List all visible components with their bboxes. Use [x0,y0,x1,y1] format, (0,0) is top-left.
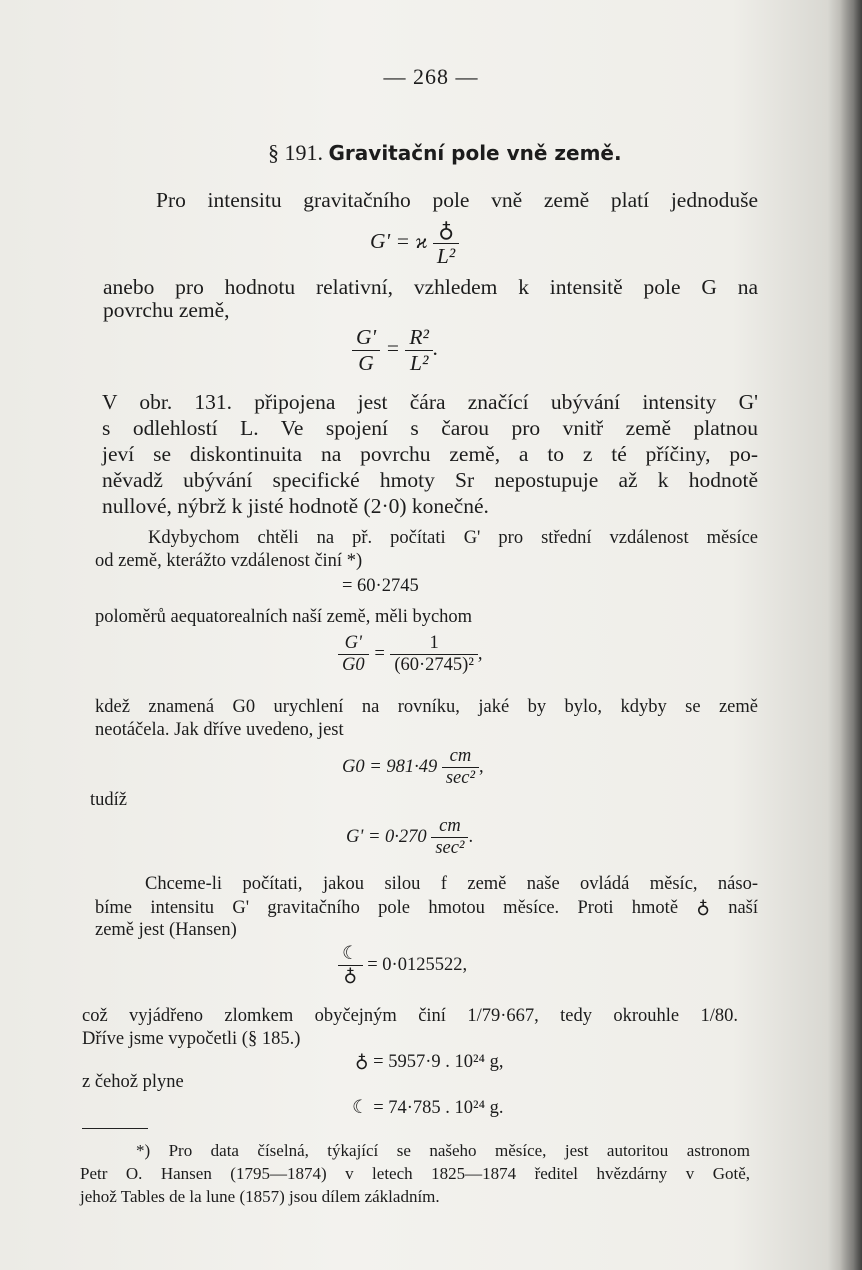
text-line: s odlehlostí L. Ve spojení s čarou pro vnitř země platnou [102,416,758,440]
text-line: povrchu země, [103,298,230,322]
fraction-numerator: G' [338,633,369,655]
fraction-numerator: G' [352,325,380,351]
text-line: poloměrů aequatorealních naší země, měli bychom [95,607,473,627]
footnote-rule [82,1128,148,1129]
formula-gravity-field [370,218,459,268]
page-number: — 268 — [383,64,479,89]
formula-lhs: G' = ϰ [370,229,428,254]
fraction [442,746,479,790]
text-line: neotáčela. Jak dříve uvedeno, jest [95,720,344,740]
equals-sign: = [385,336,401,361]
earth-symbol: ♁ [343,966,358,987]
fraction [390,633,478,677]
text-line: něvadž ubývání specifické hmoty Sr nepostupuje až k hodnotě [102,468,758,492]
formula-moon-mass: ☾ = 74·785 . 10²⁴ g. [352,1098,504,1118]
fraction [405,325,433,375]
text-line: V obr. 131. připojena jest čára značící ubývání intensity G' [102,390,758,414]
text-line: kdež znamená G0 urychlení na rovníku, jaké by bylo, kdyby se země [95,697,758,717]
formula-lhs: G' = 0·270 [346,827,427,848]
fraction-denominator: (60·2745)² [394,655,474,676]
page-edge-shadow [840,0,862,1270]
formula-distance: = 60·2745 [342,576,419,596]
text-line: země jest (Hansen) [95,920,237,940]
fraction-numerator: cm [431,816,468,838]
formula-lhs: G0 = 981·49 [342,757,438,778]
fraction [352,325,380,375]
fraction-numerator: 1 [390,633,478,655]
fraction-denominator: G [358,350,374,375]
equals-sign: = [373,644,386,665]
text-line: Pro intensitu gravitačního pole vně země platí jednoduše [156,188,758,212]
fraction-numerator: R² [405,325,433,351]
fraction [433,218,459,268]
fraction-numerator: ♁ [433,218,459,244]
fraction [338,633,369,677]
fraction-numerator: cm [442,746,479,768]
formula-rhs: = 0·0125522, [367,955,468,976]
footnote-line: *) Pro data číselná, týkající se našeho měsíce, jest autoritou astronom [136,1141,750,1160]
text-line: což vyjádřeno zlomkem obyčejným činí 1/79·667, tedy okrouhle 1/80. [82,1006,738,1026]
text-line: Chceme-li počítati, jakou silou f země naše ovládá měsíc, náso- [145,874,758,894]
punctuation: , [479,757,484,778]
formula-g0 [342,746,484,790]
formula-g-prime [346,816,473,860]
text-line: anebo pro hodnotu relativní, vzhledem k intensitě pole G na [103,275,758,299]
text-line: nullové, nýbrž k jisté hodnotě (2·0) konečné. [102,494,489,518]
text-line: Kdybychom chtěli na př. počítati G' pro střední vzdálenost měsíce [148,528,758,548]
fraction [338,944,363,988]
section-heading [268,140,622,166]
footnote-line: Petr O. Hansen (1795—1874) v letech 1825—1874 ředitel hvězdárny v Gotě, [80,1164,750,1183]
section-number: § 191. [268,140,323,165]
fraction-denominator: L² [436,243,456,268]
fraction-denominator: sec² [445,768,476,789]
fraction-denominator: sec² [435,838,465,859]
formula-relative-intensity [352,325,438,375]
fraction-denominator: G0 [342,655,365,676]
punctuation: . [432,336,439,361]
punctuation: . [468,827,474,848]
text-line: z čehož plyne [82,1072,184,1092]
text-line: jeví se diskontinuita na povrchu země, a to z té příčiny, po- [102,442,758,466]
fraction [431,816,468,860]
text-line: bíme intensitu G' gravitačního pole hmotou měsíce. Proti hmotě ♁ naší [95,898,758,918]
text-line: tudíž [90,790,127,810]
text-line: Dříve jsme vypočetli (§ 185.) [82,1029,301,1049]
section-title: Gravitační pole vně země. [328,141,622,165]
formula-earth-mass: ♁ = 5957·9 . 10²⁴ g, [355,1052,504,1072]
fraction-denominator: L² [409,350,429,375]
text-line: od země, kterážto vzdálenost činí *) [95,551,363,571]
formula-ratio [338,633,483,677]
formula-moon-earth-ratio [338,944,467,988]
moon-symbol: ☾ [338,944,363,966]
footnote-line: jehož Tables de la lune (1857) jsou dílem základním. [80,1187,440,1206]
punctuation: , [477,644,483,665]
